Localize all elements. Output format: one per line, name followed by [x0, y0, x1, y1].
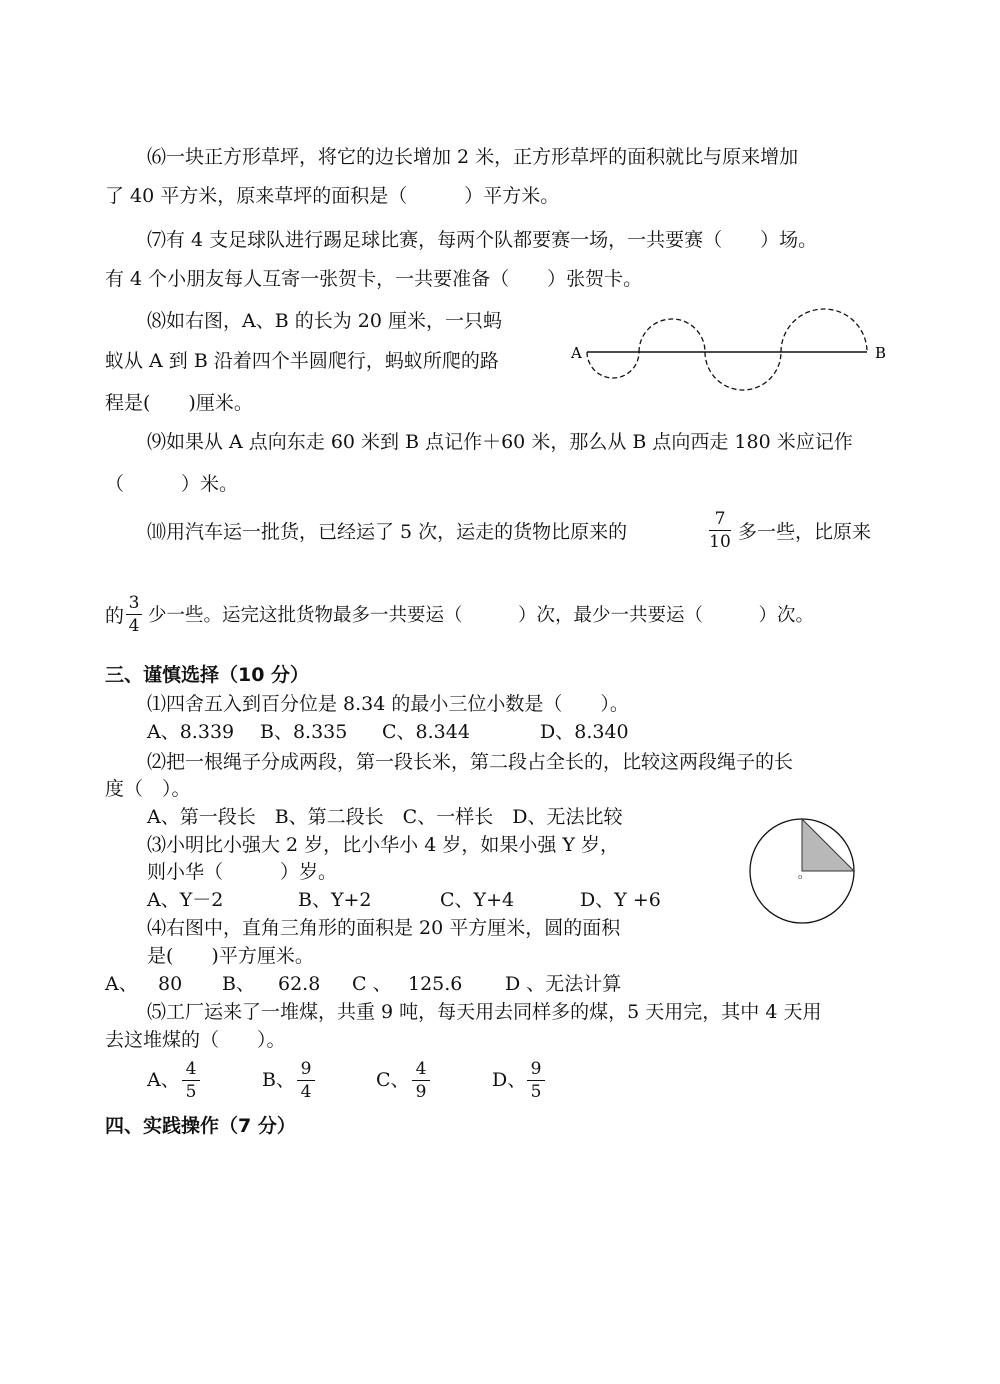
fraction-bar: [412, 1080, 430, 1081]
fraction-bar: [709, 530, 731, 531]
fraction-3-4: [124, 594, 144, 635]
s3-q4-option-b-label: B、: [222, 973, 255, 995]
fraction-numerator: 4: [185, 1059, 197, 1079]
fraction-bar: [527, 1080, 545, 1081]
q6-line2: 了 40 平方米，原来草坪的面积是（ ）平方米。: [105, 185, 560, 207]
s3-q3-line2: 则小华（ ）岁。: [147, 861, 338, 883]
s3-q5-line1: ⑸工厂运来了一堆煤，共重 9 吨，每天用去同样多的煤，5 天用完，其中 4 天用: [147, 1001, 822, 1023]
q9-line2: （ ）米。: [105, 473, 239, 495]
semicircle-2: [639, 319, 705, 352]
s3-q4-option-c-label: C 、: [352, 973, 392, 995]
s3-q5-option-a-fraction: [180, 1060, 202, 1101]
q8-line3: 程是( )厘米。: [105, 392, 253, 414]
s3-q5-option-c-label: C、: [376, 1069, 410, 1091]
semicircle-4: [781, 309, 867, 352]
s3-q5-option-b-label: B、: [262, 1069, 295, 1091]
s3-q5-line2: 去这堆煤的（ ）。: [105, 1029, 286, 1051]
q9-line1: ⑼如果从 A 点向东走 60 米到 B 点记作＋60 米，那么从 B 点向西走 180 米应记作: [147, 431, 853, 453]
s3-q4-line1: ⑷右图中，直角三角形的面积是 20 平方厘米，圆的面积: [147, 917, 621, 939]
s3-q4-option-c-value: 125.6: [408, 973, 463, 995]
s3-q5-option-a-label: A、: [147, 1069, 180, 1091]
s3-q5-option-b-fraction: [295, 1060, 317, 1101]
s3-q1-stem: ⑴四舍五入到百分位是 8.34 的最小三位小数是（ ）。: [147, 693, 629, 715]
s3-q4-option-a-label: A、: [105, 973, 138, 995]
figure-label-a: A: [571, 344, 582, 362]
fraction-denominator: 5: [185, 1082, 197, 1102]
q8-line1: ⑻如右图，A、B 的长为 20 厘米，一只蚂: [147, 310, 502, 332]
q7-line1: ⑺有 4 支足球队进行踢足球比赛，每两个队都要赛一场，一共要赛（ ）场。: [147, 229, 818, 251]
fraction-bar: [297, 1080, 315, 1081]
s3-q4-option-a-value: 80: [158, 973, 183, 995]
s3-q3-option-c: C、Y+4: [440, 889, 515, 911]
fraction-numerator: 4: [415, 1059, 427, 1079]
q10-line2-a: 的: [105, 605, 125, 627]
fraction-numerator: 7: [714, 509, 726, 529]
s3-q2-line2: 度（ ）。: [105, 778, 191, 800]
fraction-bar: [126, 614, 142, 615]
q6-line1: ⑹一块正方形草坪，将它的边长增加 2 米，正方形草坪的面积就比与原来增加: [147, 146, 799, 168]
fraction-numerator: 3: [128, 593, 140, 613]
figure-label-b: B: [875, 344, 887, 362]
fraction-bar: [182, 1080, 200, 1081]
q10-line2-b: 少一些。运完这批货物最多一共要运（ ）次，最少一共要运（ ）次。: [148, 605, 815, 626]
circle-center-mark: o: [798, 873, 803, 881]
circle-triangle-figure: [748, 815, 860, 927]
fraction-denominator: 4: [128, 616, 140, 636]
fraction-denominator: 9: [415, 1082, 427, 1102]
s3-q4-option-d: D 、无法计算: [505, 973, 622, 995]
fraction-denominator: 5: [530, 1082, 542, 1102]
fraction-numerator: 9: [300, 1059, 312, 1079]
semicircle-1: [587, 352, 639, 378]
fraction-numerator: 9: [530, 1059, 542, 1079]
s3-q5-option-d-label: D、: [492, 1069, 527, 1091]
semicircle-3: [705, 352, 781, 390]
s3-q1-option-d: D、8.340: [540, 721, 629, 743]
fraction-denominator: 10: [709, 532, 731, 552]
s3-q4-line2: 是( )平方厘米。: [147, 945, 314, 967]
right-triangle: [802, 819, 854, 871]
fraction-denominator: 4: [300, 1082, 312, 1102]
q10-line1-a: ⑽用汽车运一批货，已经运了 5 次，运走的货物比原来的: [147, 521, 628, 543]
q7-line2: 有 4 个小朋友每人互寄一张贺卡，一共要准备（ ）张贺卡。: [105, 268, 643, 290]
s3-q5-option-d-fraction: [525, 1060, 547, 1101]
section-3-heading: 三、谨慎选择（10 分）: [105, 664, 310, 686]
s3-q1-option-a: A、8.339: [147, 721, 235, 743]
section-4-heading: 四、实践操作（7 分）: [105, 1115, 296, 1137]
s3-q3-line1: ⑶小明比小强大 2 岁，比小华小 4 岁，如果小强 Y 岁，: [147, 834, 619, 856]
s3-q5-option-c-fraction: [410, 1060, 432, 1101]
s3-q1-option-c: C、8.344: [382, 721, 470, 743]
s3-q3-option-a: A、Y－2: [147, 889, 224, 911]
s3-q3-option-b: B、Y+2: [298, 889, 372, 911]
s3-q4-option-b-value: 62.8: [278, 973, 321, 995]
s3-q3-option-d: D、Y +6: [580, 889, 661, 911]
s3-q2-options: A、第一段长 B、第二段长 C、一样长 D、无法比较: [147, 806, 623, 828]
q8-line2: 蚁从 A 到 B 沿着四个半圆爬行，蚂蚁所爬的路: [105, 350, 499, 372]
semicircle-path-figure: [565, 312, 895, 392]
fraction-7-10: [707, 510, 733, 551]
s3-q2-line1: ⑵把一根绳子分成两段，第一段长米，第二段占全长的，比较这两段绳子的长: [147, 751, 794, 773]
s3-q1-option-b: B、8.335: [260, 721, 348, 743]
q10-line1-b: 多一些，比原来: [738, 521, 872, 543]
